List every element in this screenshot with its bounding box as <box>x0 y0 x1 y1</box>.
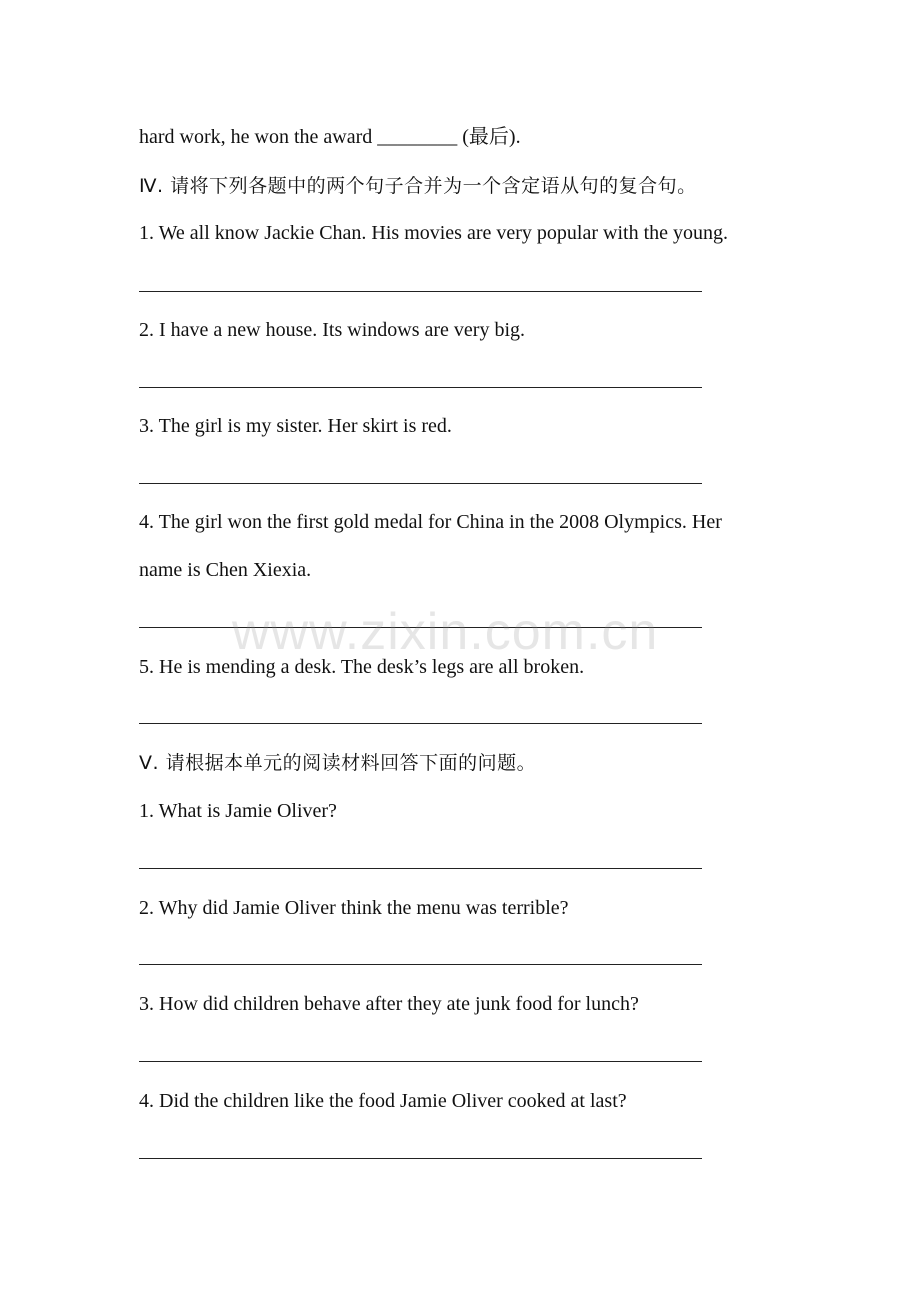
section-5-heading: Ⅴ. 请根据本单元的阅读材料回答下面的问题。 <box>139 752 537 774</box>
answer-line <box>139 387 702 388</box>
question-4-3: 3. The girl is my sister. Her skirt is red. <box>139 415 452 437</box>
question-5-1: 1. What is Jamie Oliver? <box>139 800 337 822</box>
question-5-2: 2. Why did Jamie Oliver think the menu was terrible? <box>139 897 569 919</box>
question-5-3: 3. How did children behave after they ate junk food for lunch? <box>139 993 639 1015</box>
section-4-heading: Ⅳ. 请将下列各题中的两个句子合并为一个含定语从句的复合句。 <box>139 175 697 197</box>
question-4-2: 2. I have a new house. Its windows are very big. <box>139 319 526 341</box>
question-4-4-continued: name is Chen Xiexia. <box>139 559 312 581</box>
answer-line <box>139 291 702 292</box>
intro-line: hard work, he won the award ________ (最后). <box>139 126 521 148</box>
question-4-5: 5. He is mending a desk. The desk’s legs are all broken. <box>139 656 585 678</box>
answer-line <box>139 483 702 484</box>
question-5-4: 4. Did the children like the food Jamie Oliver cooked at last? <box>139 1090 627 1112</box>
answer-line <box>139 964 702 965</box>
question-4-1: 1. We all know Jackie Chan. His movies are very popular with the young. <box>139 222 729 244</box>
answer-line <box>139 1158 702 1159</box>
answer-line <box>139 723 702 724</box>
question-4-4: 4. The girl won the first gold medal for China in the 2008 Olympics. Her <box>139 511 722 533</box>
answer-line <box>139 868 702 869</box>
answer-line <box>139 1061 702 1062</box>
watermark: www.zixin.com.cn <box>232 603 659 661</box>
